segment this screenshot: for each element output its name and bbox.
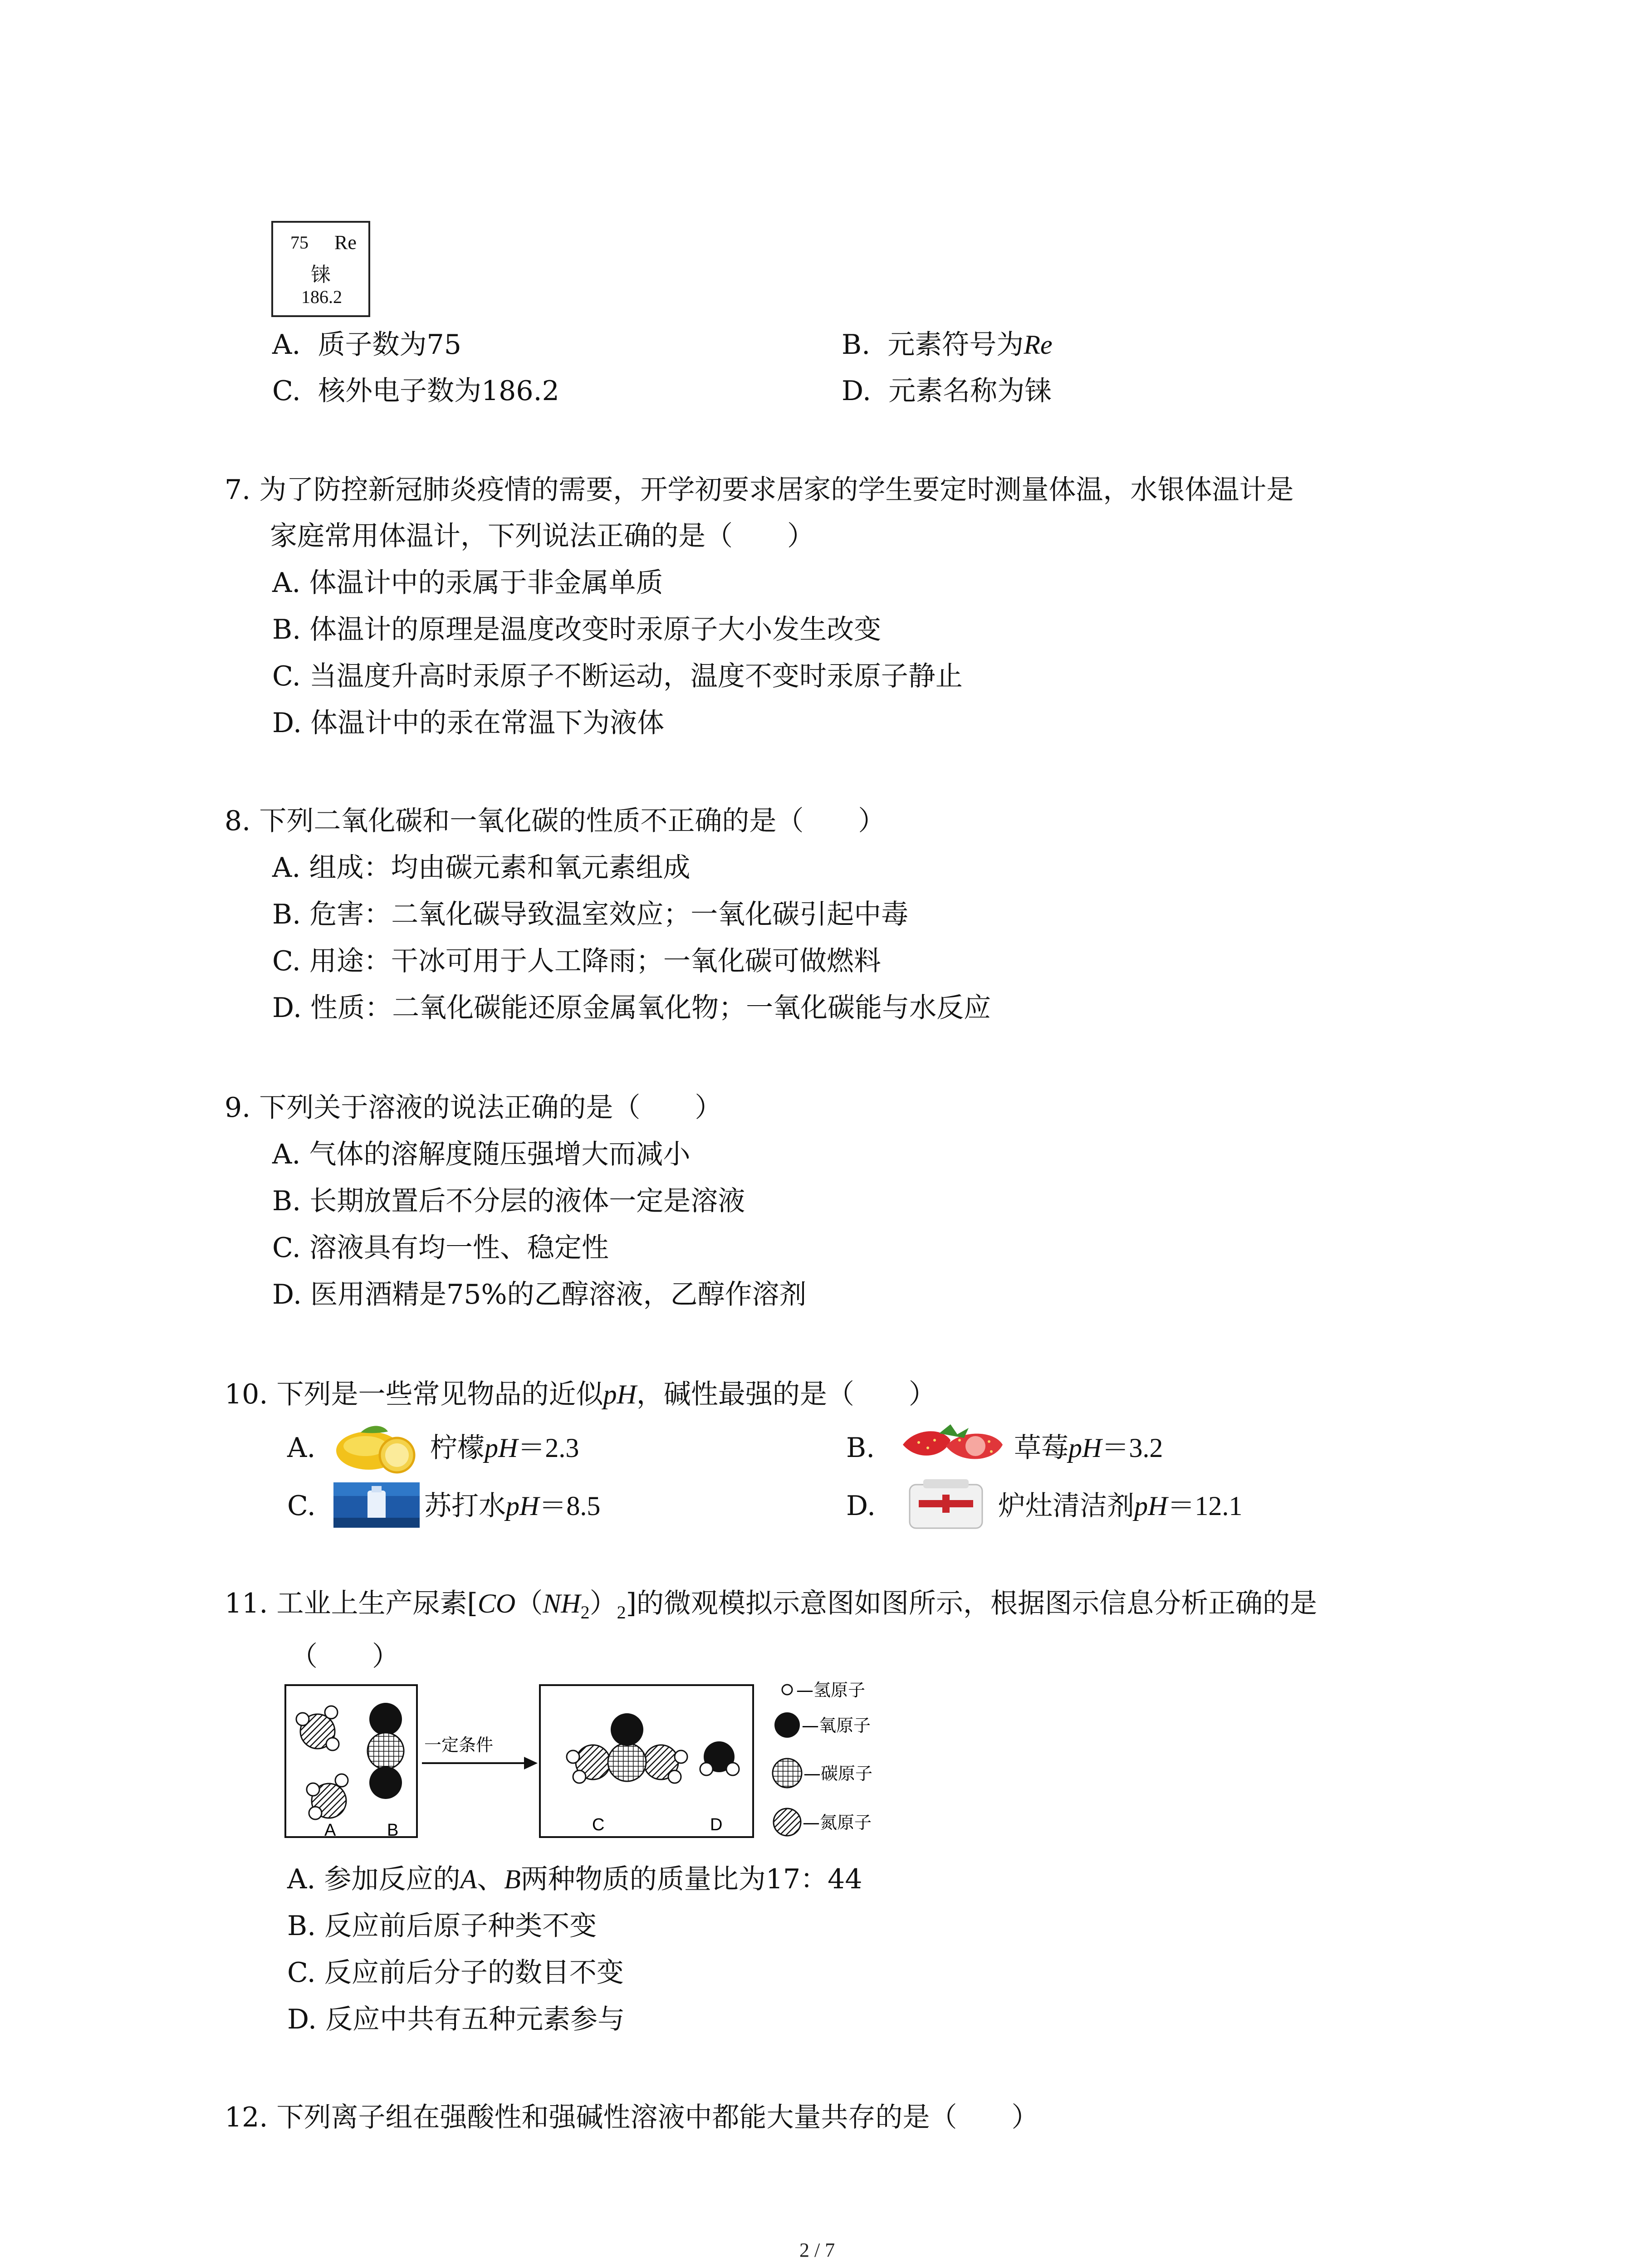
ammonia-molecule-bottom (307, 1774, 348, 1819)
q6-option-a: A. 质子数为75 (272, 329, 461, 361)
q9-option-b: B. 长期放置后不分层的液体一定是溶液 (272, 1185, 745, 1217)
arrow-label: 一定条件 (424, 1735, 494, 1755)
atomic-mass: 186.2 (301, 287, 342, 307)
q9-stem: 9. 下列关于溶液的说法正确的是（ ） (225, 1092, 722, 1124)
q6-option-d: D. 元素名称为铼 (842, 375, 1052, 407)
stove-cleaner-image (901, 1476, 991, 1531)
q9-option-c: C. 溶液具有均一性、稳定性 (272, 1232, 609, 1264)
label-b: B (387, 1821, 399, 1840)
q11-option-b: B. 反应前后原子种类不变 (287, 1910, 597, 1942)
page-number: 2 / 7 (799, 2239, 835, 2261)
q10-option-a-text: 柠檬pH＝2.3 (430, 1432, 579, 1464)
carbon-dioxide-molecule (367, 1703, 404, 1799)
q10-option-b-text: 草莓pH＝3.2 (1014, 1432, 1163, 1464)
atomic-number: 75 (290, 232, 309, 253)
legend-hydrogen-icon (782, 1685, 792, 1695)
element-symbol: Re (334, 231, 357, 254)
q11-option-c: C. 反应前后分子的数目不变 (287, 1957, 624, 1989)
urea-molecule (567, 1713, 687, 1783)
legend-carbon: —碳原子 (803, 1764, 873, 1784)
legend-carbon-icon (773, 1759, 802, 1788)
label-d: D (710, 1815, 723, 1834)
q7-option-c: C. 当温度升高时汞原子不断运动，温度不变时汞原子静止 (272, 660, 963, 692)
q10-option-d-letter: D. (846, 1490, 876, 1522)
q10-option-a-letter: A. (287, 1432, 316, 1464)
legend (773, 1680, 872, 1836)
q8-option-b: B. 危害：二氧化碳导致温室效应；一氧化碳引起中毒 (272, 899, 909, 930)
q9-option-a: A. 气体的溶解度随压强增大而减小 (272, 1139, 691, 1170)
q6-option-c: C. 核外电子数为186.2 (272, 375, 559, 407)
element-card-rhenium (271, 221, 370, 317)
arrow-head-icon (524, 1757, 538, 1769)
q10-option-d-text: 炉灶清洁剂pH＝12.1 (998, 1490, 1243, 1522)
q10-option-c-letter: C. (287, 1490, 316, 1522)
soda-water-image (333, 1482, 420, 1528)
legend-nitrogen: —氮原子 (803, 1813, 872, 1833)
q10-option-c-text: 苏打水pH＝8.5 (424, 1490, 601, 1522)
q7-option-d: D. 体温计中的汞在常温下为液体 (272, 707, 665, 739)
q7-stem-line2: 家庭常用体温计，下列说法正确的是（ ） (270, 520, 814, 552)
legend-oxygen-icon (774, 1712, 800, 1738)
water-molecule (700, 1741, 739, 1775)
label-a: A (324, 1821, 336, 1840)
element-name: 铼 (311, 263, 331, 286)
q11-option-d: D. 反应中共有五种元素参与 (287, 2004, 625, 2035)
q11-stem-line2: （ ） (290, 1641, 399, 1672)
q8-option-d: D. 性质：二氧化碳能还原金属氧化物；一氧化碳能与水反应 (272, 992, 991, 1024)
q6-option-b: B. 元素符号为Re (842, 329, 1053, 361)
q7-option-a: A. 体温计中的汞属于非金属单质 (272, 567, 663, 599)
reaction-diagram (284, 1676, 910, 1848)
legend-hydrogen: —氢原子 (796, 1680, 866, 1700)
legend-oxygen: —氧原子 (802, 1716, 871, 1735)
q9-option-d: D. 医用酒精是75%的乙醇溶液，乙醇作溶剂 (272, 1279, 807, 1310)
strawberry-image (896, 1420, 1009, 1470)
q8-option-a: A. 组成：均由碳元素和氧元素组成 (272, 852, 691, 884)
q8-option-c: C. 用途：干冰可用于人工降雨；一氧化碳可做燃料 (272, 945, 881, 977)
ammonia-molecule-top (296, 1706, 339, 1750)
q10-option-b-letter: B. (846, 1432, 875, 1464)
q11-stem-line1: 11. 工业上生产尿素$[CO(NH_2)_2]$的微观模拟示意图如图所示，根据图示信息分析正确的是 (225, 1588, 1318, 1623)
q7-option-b: B. 体温计的原理是温度改变时汞原子大小发生改变 (272, 614, 882, 645)
q10-stem: 10. 下列是一些常见物品的近似pH，碱性最强的是（ ） (225, 1378, 936, 1410)
q11-option-a: A. 参加反应的A、B两种物质的质量比为17：44 (287, 1863, 862, 1895)
q12-stem: 12. 下列离子组在强酸性和强碱性溶液中都能大量共存的是（ ） (225, 2102, 1039, 2133)
label-c: C (592, 1815, 605, 1834)
q7-stem-line1: 7. 为了防控新冠肺炎疫情的需要，开学初要求居家的学生要定时测量体温，水银体温计是 (225, 474, 1294, 506)
legend-nitrogen-icon (774, 1809, 801, 1836)
q8-stem: 8. 下列二氧化碳和一氧化碳的性质不正确的是（ ） (225, 805, 886, 837)
lemon-image (333, 1420, 420, 1474)
